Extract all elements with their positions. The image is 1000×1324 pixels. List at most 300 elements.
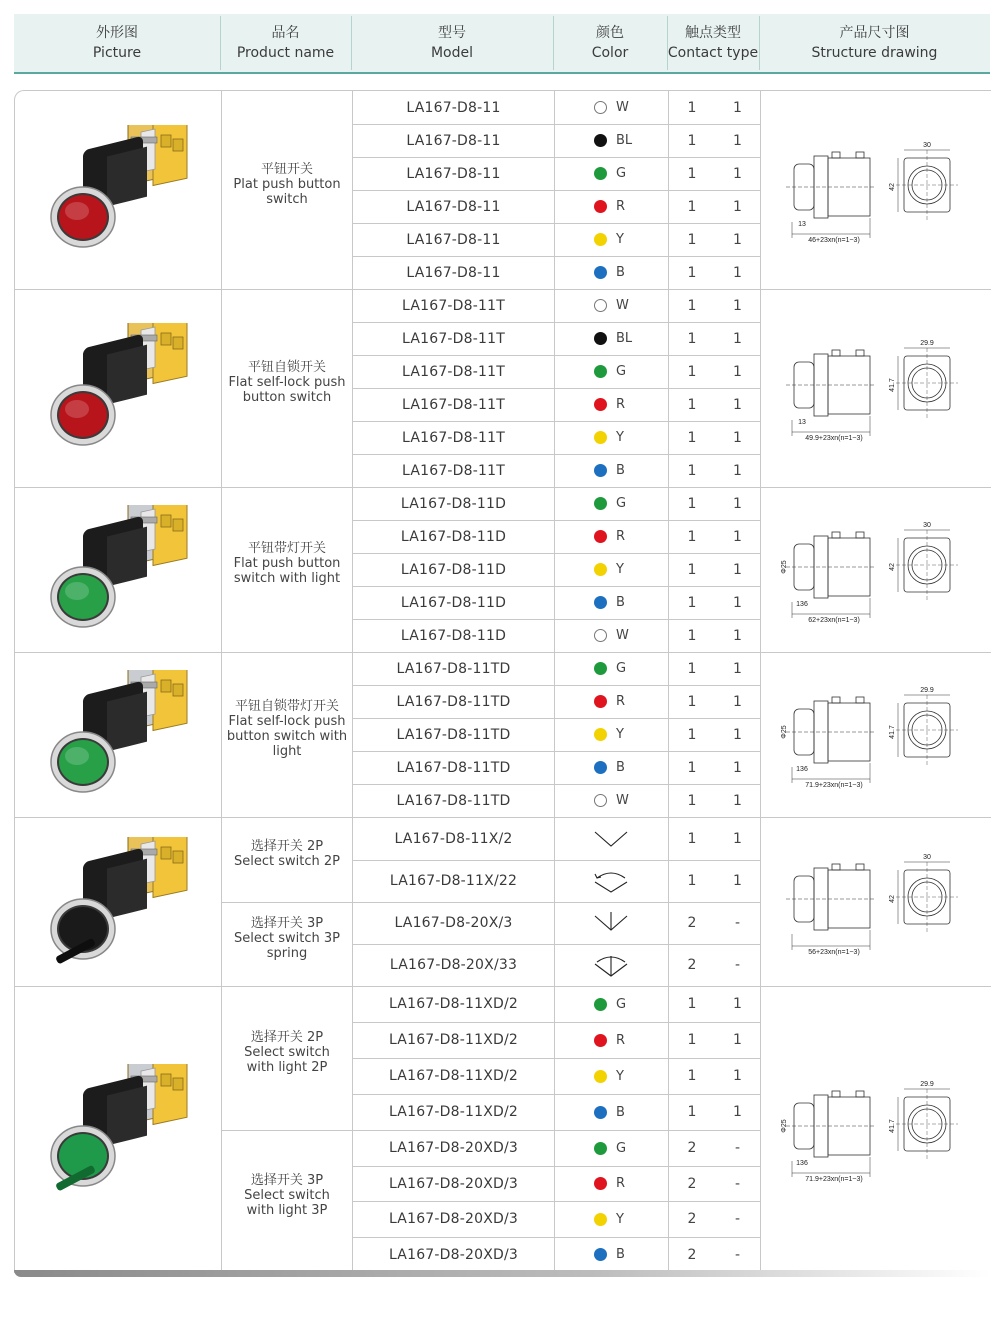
contact-nc: 1: [733, 132, 742, 149]
color-cell: [555, 751, 668, 784]
model-cell: LA167-D8-11TD: [396, 759, 511, 776]
product-picture: [15, 652, 221, 817]
color-label: G: [616, 496, 627, 511]
model-cell: LA167-D8-20X/3: [394, 915, 513, 931]
product-name: [222, 652, 352, 817]
color-label: G: [616, 166, 627, 181]
contact-no: 2: [687, 1246, 697, 1263]
header-model-en: Model: [430, 45, 474, 61]
product-photo-3: [33, 670, 203, 800]
model-cell: LA167-D8-11X/22: [389, 873, 518, 889]
product-picture: [15, 487, 221, 652]
dim-height: 42: [889, 183, 896, 191]
product-picture: [15, 91, 221, 289]
color-cell: [555, 1237, 668, 1272]
contact-nc: -: [734, 1211, 741, 1227]
model-cell: LA167-D8-11D: [400, 627, 507, 644]
structure-drawing-4: [776, 842, 976, 962]
contact-nc: 1: [733, 792, 742, 809]
color-cell: [555, 223, 668, 256]
color-swatch-Y: [594, 1213, 607, 1226]
structure-drawing-2: [776, 510, 976, 630]
header-picture-zh: 外形图: [96, 25, 138, 41]
model-cell: LA167-D8-11TD: [396, 792, 511, 809]
color-swatch-W: [594, 629, 607, 642]
product-name: [222, 289, 352, 487]
product-name-en: Flat push button: [233, 556, 341, 571]
contact-no: 1: [687, 363, 697, 380]
color-swatch-W: [594, 299, 607, 312]
color-swatch-B: [594, 596, 607, 609]
product-name-en: spring: [266, 945, 308, 961]
product-name-zh: 平钮带灯开关: [247, 541, 326, 556]
contact-no: 1: [687, 99, 697, 116]
model-cell: LA167-D8-11: [406, 165, 501, 182]
contact-nc: 1: [733, 1032, 742, 1048]
contact-no: 1: [687, 726, 697, 743]
table-shadow: [14, 1270, 990, 1277]
contact-nc: 1: [733, 495, 742, 512]
color-label: B: [616, 1247, 625, 1262]
color-label: G: [616, 661, 627, 676]
color-label: R: [616, 694, 626, 709]
product-name-zh: 平钮自锁带灯开关: [234, 698, 339, 714]
product-picture: [15, 289, 221, 487]
color-cell: [555, 586, 668, 619]
product-name-zh: 选择开关 3P: [250, 915, 324, 931]
contact-nc: 1: [733, 396, 742, 413]
color-cell: [555, 986, 668, 1022]
product-photo-0: [33, 125, 203, 255]
structure-drawing-5: [776, 1069, 976, 1189]
color-cell: [555, 256, 668, 289]
position-symbol-v3s-icon: [591, 952, 631, 978]
contact-nc: -: [734, 1140, 741, 1156]
contact-no: 2: [687, 1175, 697, 1192]
table-header: [14, 14, 990, 74]
dim-length: 71.9+23xn(n=1~3): [805, 781, 863, 789]
color-cell: [555, 685, 668, 718]
header-color-en: Color: [591, 45, 629, 61]
contact-nc: 1: [733, 363, 742, 380]
dim-height: 41.7: [889, 1119, 896, 1133]
model-cell: LA167-D8-11D: [400, 528, 507, 545]
color-swatch-R: [594, 530, 607, 543]
contact-nc: 1: [733, 996, 742, 1012]
color-label: R: [616, 397, 626, 412]
model-cell: LA167-D8-11T: [402, 330, 505, 347]
color-swatch-B: [594, 1106, 607, 1119]
color-swatch-Y: [594, 431, 607, 444]
color-label: R: [616, 199, 626, 214]
contact-no: 1: [687, 693, 697, 710]
model-cell: LA167-D8-20XD/3: [388, 1140, 519, 1156]
header-color-zh: 颜色: [596, 25, 624, 41]
color-cell: [555, 421, 668, 454]
product-name-zh: 选择开关 2P: [250, 838, 324, 854]
position-symbol-v2-icon: [591, 826, 631, 852]
header-color: [553, 14, 667, 72]
contact-nc: 1: [733, 726, 742, 743]
contact-no: 1: [687, 264, 697, 281]
model-cell: LA167-D8-20XD/3: [388, 1211, 519, 1227]
product-name: [222, 487, 352, 652]
contact-nc: 1: [733, 1104, 742, 1120]
product-name-zh: 选择开关 3P: [250, 1172, 324, 1188]
contact-nc: 1: [733, 830, 742, 847]
model-cell: LA167-D8-20XD/3: [388, 1246, 519, 1263]
color-swatch-BL: [594, 134, 607, 147]
color-label: B: [616, 1104, 625, 1120]
dim-width: 29.9: [920, 1081, 934, 1088]
dim-length: 46+23xn(n=1~3): [808, 237, 860, 244]
product-name-en: button switch with: [226, 728, 348, 744]
header-model: [351, 14, 553, 72]
dim-width: 29.9: [920, 340, 934, 347]
color-swatch-G: [594, 497, 607, 510]
color-cell: [555, 1166, 668, 1201]
contact-nc: 1: [733, 99, 742, 116]
product-name-zh: 平钮自锁开关: [247, 359, 326, 375]
model-cell: LA167-D8-11T: [402, 429, 505, 446]
color-label: B: [616, 463, 625, 478]
dim-length: 56+23xn(n=1~3): [808, 948, 860, 956]
color-swatch-R: [594, 1177, 607, 1190]
color-label: B: [616, 760, 625, 775]
contact-no: 1: [687, 792, 697, 809]
color-cell: [555, 487, 668, 520]
contact-no: 1: [687, 231, 697, 248]
color-cell: [555, 454, 668, 487]
dim-height: 41.7: [889, 378, 896, 392]
contact-no: 1: [687, 528, 697, 545]
model-cell: LA167-D8-11D: [400, 561, 507, 578]
model-cell: LA167-D8-11T: [402, 462, 505, 479]
header-picture: [14, 14, 220, 72]
dim-width: 29.9: [920, 686, 934, 694]
contact-no: 1: [687, 627, 697, 644]
color-label: R: [616, 529, 626, 544]
model-cell: LA167-D8-11: [406, 99, 501, 116]
header-contact-type: [667, 14, 759, 72]
color-cell: [555, 1130, 668, 1166]
product-name-en: light: [272, 743, 302, 759]
product-name: [222, 91, 352, 289]
contact-no: 2: [687, 957, 697, 973]
color-cell: [555, 817, 668, 860]
product-name-en: with light 3P: [246, 1202, 328, 1218]
dim-width: 30: [923, 142, 931, 149]
dim-diameter: Φ25: [781, 1119, 788, 1133]
color-swatch-W: [594, 101, 607, 114]
product-photo-2: [33, 505, 203, 635]
color-swatch-G: [594, 167, 607, 180]
contact-no: 1: [687, 1032, 697, 1048]
contact-no: 1: [687, 1104, 697, 1120]
dim-diameter: Φ25: [781, 724, 788, 739]
contact-nc: 1: [733, 429, 742, 446]
dim-diameter: Φ25: [781, 559, 788, 574]
color-cell: [555, 619, 668, 652]
product-photo-1: [33, 323, 203, 453]
color-swatch-Y: [594, 1070, 607, 1083]
dim-head: 136: [796, 600, 808, 608]
model-cell: LA167-D8-11: [406, 198, 501, 215]
dim-height: 42: [889, 562, 896, 571]
contact-no: 1: [687, 297, 697, 314]
product-picture: [15, 817, 221, 986]
contact-no: 1: [687, 1068, 697, 1084]
contact-no: 1: [687, 495, 697, 512]
color-swatch-W: [594, 794, 607, 807]
structure-drawing: [761, 91, 991, 289]
color-swatch-Y: [594, 563, 607, 576]
product-name-en: button switch: [242, 389, 332, 405]
product-picture: [15, 986, 221, 1272]
dim-length: 71.9+23xn(n=1~3): [805, 1176, 863, 1183]
contact-no: 1: [687, 132, 697, 149]
product-photo-5: [33, 1064, 203, 1194]
color-cell: [555, 718, 668, 751]
color-label: B: [616, 265, 625, 280]
contact-nc: 1: [733, 165, 742, 182]
product-photo-4: [33, 837, 203, 967]
contact-nc: 1: [733, 198, 742, 215]
contact-no: 2: [687, 1140, 697, 1156]
position-symbol-v2s-icon: [591, 868, 631, 894]
color-cell: [555, 520, 668, 553]
contact-nc: 1: [733, 231, 742, 248]
color-swatch-G: [594, 662, 607, 675]
color-swatch-B: [594, 266, 607, 279]
color-swatch-Y: [594, 233, 607, 246]
dim-head: 136: [796, 765, 808, 773]
dim-length: 49.9+23xn(n=1~3): [805, 435, 863, 442]
color-cell: [555, 784, 668, 817]
color-label: B: [616, 595, 625, 610]
color-cell: [555, 1201, 668, 1237]
dim-head: 13: [798, 221, 806, 228]
color-label: Y: [616, 232, 624, 247]
structure-drawing: [761, 487, 991, 652]
contact-nc: 1: [733, 594, 742, 611]
contact-no: 1: [687, 462, 697, 479]
product-name-en: Flat self-lock push: [228, 713, 346, 729]
product-name-en: switch: [266, 191, 308, 207]
color-label: BL: [616, 331, 633, 346]
header-contact-type-en: Contact type: [667, 45, 759, 61]
model-cell: LA167-D8-11: [406, 132, 501, 149]
product-table: [14, 90, 991, 1273]
contact-nc: 1: [733, 297, 742, 314]
model-cell: LA167-D8-11XD/2: [388, 1104, 519, 1120]
contact-no: 2: [687, 915, 697, 931]
contact-no: 1: [687, 873, 697, 889]
product-name-en: with light 2P: [246, 1059, 328, 1075]
color-cell: [555, 944, 668, 986]
contact-nc: 1: [733, 561, 742, 578]
color-cell: [555, 553, 668, 586]
structure-drawing: [761, 289, 991, 487]
color-label: Y: [616, 1068, 624, 1084]
model-cell: LA167-D8-11T: [402, 396, 505, 413]
color-cell: [555, 652, 668, 685]
color-cell: [555, 388, 668, 421]
contact-nc: 1: [733, 759, 742, 776]
dim-head: 136: [796, 1160, 808, 1167]
position-symbol-v3-icon: [591, 910, 631, 936]
color-swatch-Y: [594, 728, 607, 741]
contact-no: 1: [687, 429, 697, 446]
model-cell: LA167-D8-11D: [400, 594, 507, 611]
product-name-zh: 选择开关 2P: [250, 1029, 324, 1045]
contact-nc: 1: [733, 528, 742, 545]
model-cell: LA167-D8-11XD/2: [388, 996, 519, 1012]
color-cell: [555, 289, 668, 322]
dim-height: 42: [889, 894, 896, 903]
model-cell: LA167-D8-11X/2: [394, 830, 513, 847]
product-name: [222, 986, 352, 1130]
color-cell: [555, 1022, 668, 1058]
product-name-en: Flat self-lock push: [228, 374, 346, 390]
color-cell: [555, 124, 668, 157]
model-cell: LA167-D8-11D: [400, 495, 507, 512]
dim-width: 30: [923, 521, 931, 529]
color-swatch-R: [594, 695, 607, 708]
model-cell: LA167-D8-11TD: [396, 660, 511, 677]
contact-nc: 1: [733, 873, 742, 889]
header-structure-drawing-zh: 产品尺寸图: [839, 25, 910, 41]
color-label: Y: [616, 430, 624, 445]
contact-no: 1: [687, 759, 697, 776]
header-product-name: [220, 14, 351, 72]
header-product-name-zh: 品名: [271, 25, 300, 41]
color-cell: [555, 355, 668, 388]
color-label: W: [616, 793, 629, 808]
header-product-name-en: Product name: [236, 45, 335, 61]
contact-nc: 1: [733, 693, 742, 710]
color-label: Y: [616, 562, 624, 577]
model-cell: LA167-D8-11: [406, 264, 501, 281]
color-cell: [555, 902, 668, 944]
product-name-zh: 平钮开关: [260, 161, 313, 177]
structure-drawing: [761, 817, 991, 986]
color-swatch-G: [594, 365, 607, 378]
contact-nc: 1: [733, 1068, 742, 1084]
dim-height: 41.7: [889, 724, 896, 739]
contact-nc: 1: [733, 660, 742, 677]
product-name: [222, 902, 352, 986]
dim-length: 62+23xn(n=1~3): [808, 616, 860, 624]
contact-no: 1: [687, 198, 697, 215]
dim-width: 30: [923, 853, 931, 861]
color-label: Y: [616, 1211, 624, 1227]
color-label: R: [616, 1032, 626, 1048]
contact-no: 2: [687, 1211, 697, 1227]
contact-no: 1: [687, 594, 697, 611]
model-cell: LA167-D8-11TD: [396, 693, 511, 710]
contact-no: 1: [687, 660, 697, 677]
product-name: [222, 817, 352, 902]
color-cell: [555, 860, 668, 902]
color-label: W: [616, 298, 629, 313]
color-swatch-B: [594, 1248, 607, 1261]
color-label: G: [616, 1140, 627, 1156]
color-label: W: [616, 628, 629, 643]
model-cell: LA167-D8-11XD/2: [388, 1032, 519, 1048]
color-label: G: [616, 996, 627, 1012]
contact-no: 1: [687, 830, 697, 847]
header-structure-drawing-en: Structure drawing: [811, 45, 938, 61]
color-swatch-BL: [594, 332, 607, 345]
product-name: [222, 1130, 352, 1272]
color-swatch-G: [594, 998, 607, 1011]
color-cell: [555, 157, 668, 190]
product-name-en: Plat push button: [233, 176, 341, 192]
color-swatch-B: [594, 761, 607, 774]
contact-nc: 1: [733, 462, 742, 479]
color-cell: [555, 190, 668, 223]
color-cell: [555, 322, 668, 355]
color-swatch-R: [594, 398, 607, 411]
product-name-en: Select switch 2P: [234, 853, 340, 869]
model-cell: LA167-D8-20XD/3: [388, 1175, 519, 1192]
product-name-en: Select switch 3P: [234, 930, 340, 946]
contact-no: 1: [687, 330, 697, 347]
contact-nc: 1: [733, 627, 742, 644]
contact-no: 1: [687, 396, 697, 413]
contact-no: 1: [687, 996, 697, 1012]
color-label: BL: [616, 133, 633, 148]
color-swatch-G: [594, 1142, 607, 1155]
dim-head: 13: [798, 419, 806, 426]
header-structure-drawing: [759, 14, 990, 72]
model-cell: LA167-D8-11T: [402, 363, 505, 380]
contact-no: 1: [687, 561, 697, 578]
contact-nc: -: [734, 1246, 741, 1263]
color-label: R: [616, 1176, 626, 1191]
structure-drawing-0: [776, 130, 976, 250]
color-label: Y: [616, 727, 624, 742]
contact-nc: 1: [733, 330, 742, 347]
model-cell: LA167-D8-11: [406, 231, 501, 248]
color-cell: [555, 1058, 668, 1094]
contact-nc: 1: [733, 264, 742, 281]
product-name-en: Select switch: [244, 1187, 330, 1203]
model-cell: LA167-D8-11TD: [396, 726, 511, 743]
header-model-zh: 型号: [438, 25, 466, 41]
color-swatch-B: [594, 464, 607, 477]
header-contact-type-zh: 触点类型: [685, 25, 741, 41]
model-cell: LA167-D8-20X/33: [389, 957, 518, 973]
contact-nc: -: [734, 1175, 741, 1192]
color-label: W: [616, 100, 629, 115]
structure-drawing: [761, 652, 991, 817]
product-name-en: Select switch: [244, 1044, 330, 1060]
product-name-en: switch with light: [233, 571, 341, 586]
model-cell: LA167-D8-11T: [402, 297, 505, 314]
color-label: G: [616, 364, 627, 379]
contact-nc: -: [734, 915, 741, 931]
color-cell: [555, 91, 668, 124]
structure-drawing: [761, 986, 991, 1272]
model-cell: LA167-D8-11XD/2: [388, 1068, 519, 1084]
color-cell: [555, 1094, 668, 1130]
color-swatch-R: [594, 200, 607, 213]
contact-no: 1: [687, 165, 697, 182]
structure-drawing-1: [776, 328, 976, 448]
color-swatch-R: [594, 1034, 607, 1047]
